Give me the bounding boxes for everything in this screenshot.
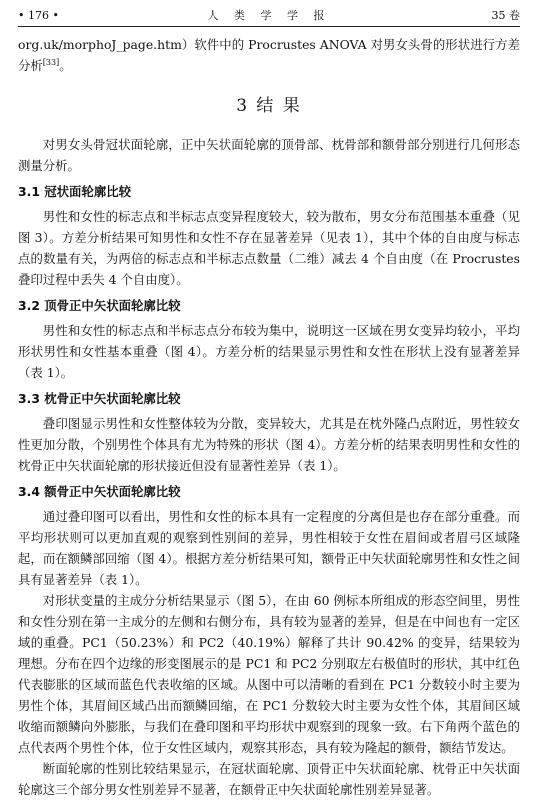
page-number: • 176 • (18, 9, 59, 22)
subsection-3-2-paragraph: 男性和女性的标志点和半标志点分布较为集中，说明这一区域在男女变异均较小，平均形状男性和女性基本重叠（图 4）。方差分析的结果显示男性和女性在形状上没有显著差异（表 1）。 (18, 323, 520, 380)
journal-title: 人 类 学 学 报 (207, 9, 331, 22)
subsection-3-2-title: 3.2 顶骨正中矢状面轮廓比较 (18, 298, 181, 313)
subsection-3-4-paragraph-3: 断面轮廓的性别比较结果显示，在冠状面轮廓、顶骨正中矢状面轮廓、枕骨正中矢状面轮廓这三个部分男女性别差异不显著，在额骨正中矢状面轮廓性别差异显著。 (18, 761, 520, 797)
intro-end: 。 (59, 58, 72, 73)
subsection-3-1-paragraph: 男性和女性的标志点和半标志点变异程度较大，较为散布，男女分布范围基本重叠（见图 3）。方差分析结果可知男性和女性不存在显著差异（见表 1），其中个体的自由度与标志点的数量有关，为两倍的标志点和半标志点数量（二维）减去 4 个自由度（在 Procrustes 叠印过程中丢失 4 个自由度）。 (18, 209, 520, 287)
subsection-3-4-paragraph-2: 对形状变量的主成分分析结果显示（图 5），在由 60 例标本所组成的形态空间里，男性和女性分别在第一主成分的左侧和右侧分布，具有较为显著的差异，但是在中间也有一定区域的重叠。PC1（50.23%）和 PC2（40.19%）解释了共计 90.42% 的变异，结果较为理想。分布在四个边缘的形变图展示的是 PC1 和 PC2 分别取左右极值时的形状，其中红色代表膨胀的区域而蓝色代表收缩的区域。从图中可以清晰的看到在 PC1 分数较小时主要为男性个体，其眉间区域凸出而额鳞回缩，在 PC1 分数较大时主要为女性个体，其眉间区域收缩而额鳞向外膨胀，与我们在叠印图和平均形状中观察到的现象一致。右下角两个蓝色的点代表两个男性个体，位于女性区域内，观察其形态，具有较为隆起的额骨，额结节发达。 (18, 593, 520, 755)
article-body (18, 34, 520, 800)
section-title: 3 结 果 (236, 96, 302, 116)
subsection-3-3-title: 3.3 枕骨正中矢状面轮廓比较 (18, 391, 181, 406)
running-header (18, 6, 520, 27)
subsection-3-3-paragraph: 叠印图显示男性和女性整体较为分散，变异较大，尤其是在枕外隆凸点附近，男性较女性更加分散，个别男性个体具有尤为特殊的形状（图 4）。方差分析的结果表明男性和女性的枕骨正中矢状面轮廓的形状接近但没有显著性差异（表 1）。 (18, 416, 520, 473)
subsection-3-1-title: 3.1 冠状面轮廓比较 (18, 184, 131, 199)
subsection-3-4-title: 3.4 额骨正中矢状面轮廓比较 (18, 484, 181, 499)
section-intro: 对男女头骨冠状面轮廓，正中矢状面轮廓的顶骨部、枕骨部和额骨部分别进行几何形态测量分析。 (18, 137, 520, 173)
intro-paragraph (18, 34, 520, 76)
volume-label: 35 卷 (491, 9, 520, 22)
intro-text: org.uk/morphoJ_page.htm）软件中的 Procrustes ANOVA 对男女头骨的形状进行方差分析 (18, 37, 520, 73)
citation-ref: [33] (42, 57, 60, 67)
subsection-3-4-paragraph-1: 通过叠印图可以看出，男性和女性的标本具有一定程度的分离但是也存在部分重叠。而平均形状则可以更加直观的观察到性别间的差异，男性相较于女性在眉间或者眉弓区域隆起，而在额鳞部回缩（图 4）。根据方差分析结果可知，额骨正中矢状面轮廓男性和女性之间具有显著差异（表 1）。 (18, 509, 520, 587)
